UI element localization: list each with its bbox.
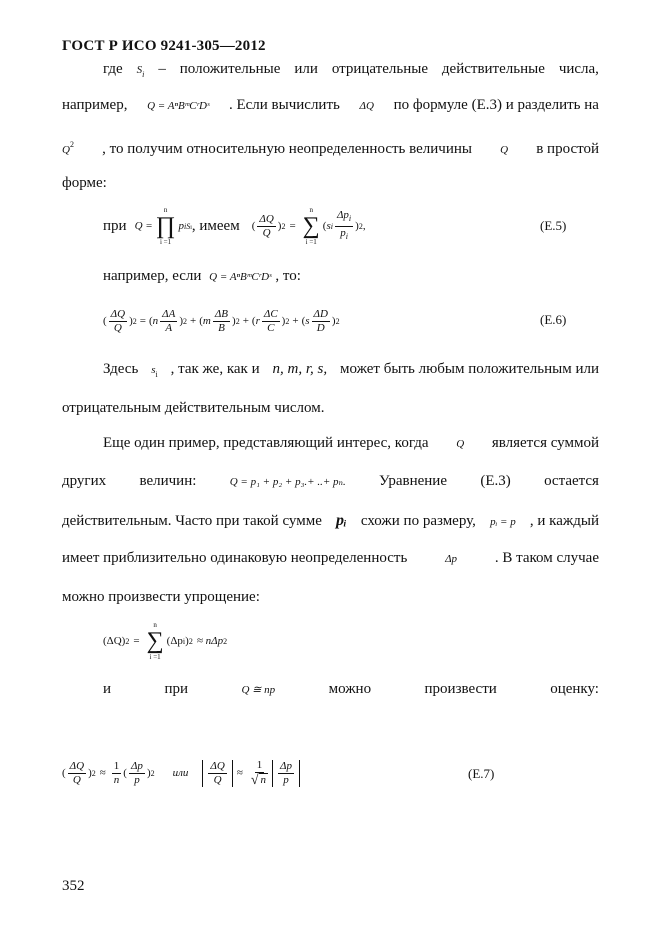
text: отрицательные bbox=[331, 61, 428, 77]
inline-formula: Q bbox=[500, 144, 509, 156]
equation-number-e6: (Е.6) bbox=[540, 312, 567, 327]
estimate-line: и при Q ≅ np можно произвести оценку: bbox=[103, 681, 599, 697]
equation-e6: ( $\frac{\Delta Q}{Q}$ ) 2 = ( n $\frac{\Delta A}{A}$ ) 2 + ( m $\frac{\Delta B}{B}$ ) 2 + ( r $\frac{\Delta C}{C}$ ) 2 + ( s $\frac{\Delta D}{D}$ ) 2 bbox=[103, 307, 340, 334]
inline-formula: ΔQ bbox=[359, 100, 374, 112]
text: положительные bbox=[179, 61, 281, 77]
para1-line3 bbox=[62, 136, 599, 159]
example-line: например, если Q = AⁿBᵐCʳDˢ , то: bbox=[103, 268, 301, 284]
text: по формуле (Е.3) и разделить на bbox=[393, 97, 599, 113]
standard-header: ГОСТ Р ИСО 9241-305—2012 bbox=[62, 38, 266, 54]
text: , то получим относительную неопределенность величины bbox=[102, 141, 472, 157]
para1-line4: форме: bbox=[62, 175, 107, 191]
symbol-si: $S_i$ bbox=[136, 64, 145, 79]
para1-line1 bbox=[103, 60, 599, 84]
para2-line1: Здесь $s_i$ , так же, как и n, m, r, s, может быть любым положительным или bbox=[103, 361, 599, 379]
text: например, bbox=[62, 97, 128, 113]
page-number: 352 bbox=[62, 878, 85, 894]
text: . Если вычислить bbox=[228, 97, 340, 113]
equation-number-e7: (Е.7) bbox=[468, 766, 495, 781]
inline-formula: Q = AⁿBᵐCʳDˢ bbox=[147, 100, 210, 112]
text: где bbox=[103, 61, 123, 77]
equation-number-e5: (Е.5) bbox=[540, 218, 567, 233]
para3-line5: можно произвести упрощение: bbox=[62, 589, 260, 605]
para3-line3: действительным. Часто при такой сумме pᵢ схожи по размеру, pᵢ = p , и каждый bbox=[62, 512, 599, 529]
para3-line2: других величин: Q = p₁ + p₂ + p₃.+ ..+ pₙ. Уравнение (Е.3) остается bbox=[62, 473, 599, 489]
para3-line1: Еще один пример, представляющий интерес, когда Q является суммой bbox=[103, 435, 599, 451]
text: – bbox=[158, 61, 166, 77]
equation-e7: ( $\frac{\Delta Q}{Q}$ ) 2 ≈ $\frac{1}{n}$ ( $\frac{\Delta p}{p}$ ) 2 или $\frac{\Delta Q}{Q}$ ≈ 1 √ n $\frac{\Delta p}{p}$ bbox=[62, 752, 300, 794]
text: действительные bbox=[441, 61, 545, 77]
symbol-q2: $Q^2$ bbox=[62, 140, 74, 156]
equation-simplification: (ΔQ) 2 = n ∑ i =1 (Δp i ) 2 ≈ nΔp 2 bbox=[103, 621, 228, 661]
para1-line2 bbox=[62, 96, 599, 115]
equation-e5: при Q = n ∏ i =1 p i Si , имеем ( $\frac{\Delta Q}{Q}$ ) 2 = n ∑ i =1 ( s i $\frac{\Delta p_i}{p_i}$ ) 2 , bbox=[103, 206, 366, 246]
text: или bbox=[294, 61, 318, 77]
para3-line4: имеет приблизительно одинаковую неопределенность Δp . В таком случае bbox=[62, 550, 599, 566]
text: в простой bbox=[536, 141, 599, 157]
text: числа, bbox=[558, 61, 599, 77]
para2-line2: отрицательным действительным числом. bbox=[62, 400, 325, 416]
